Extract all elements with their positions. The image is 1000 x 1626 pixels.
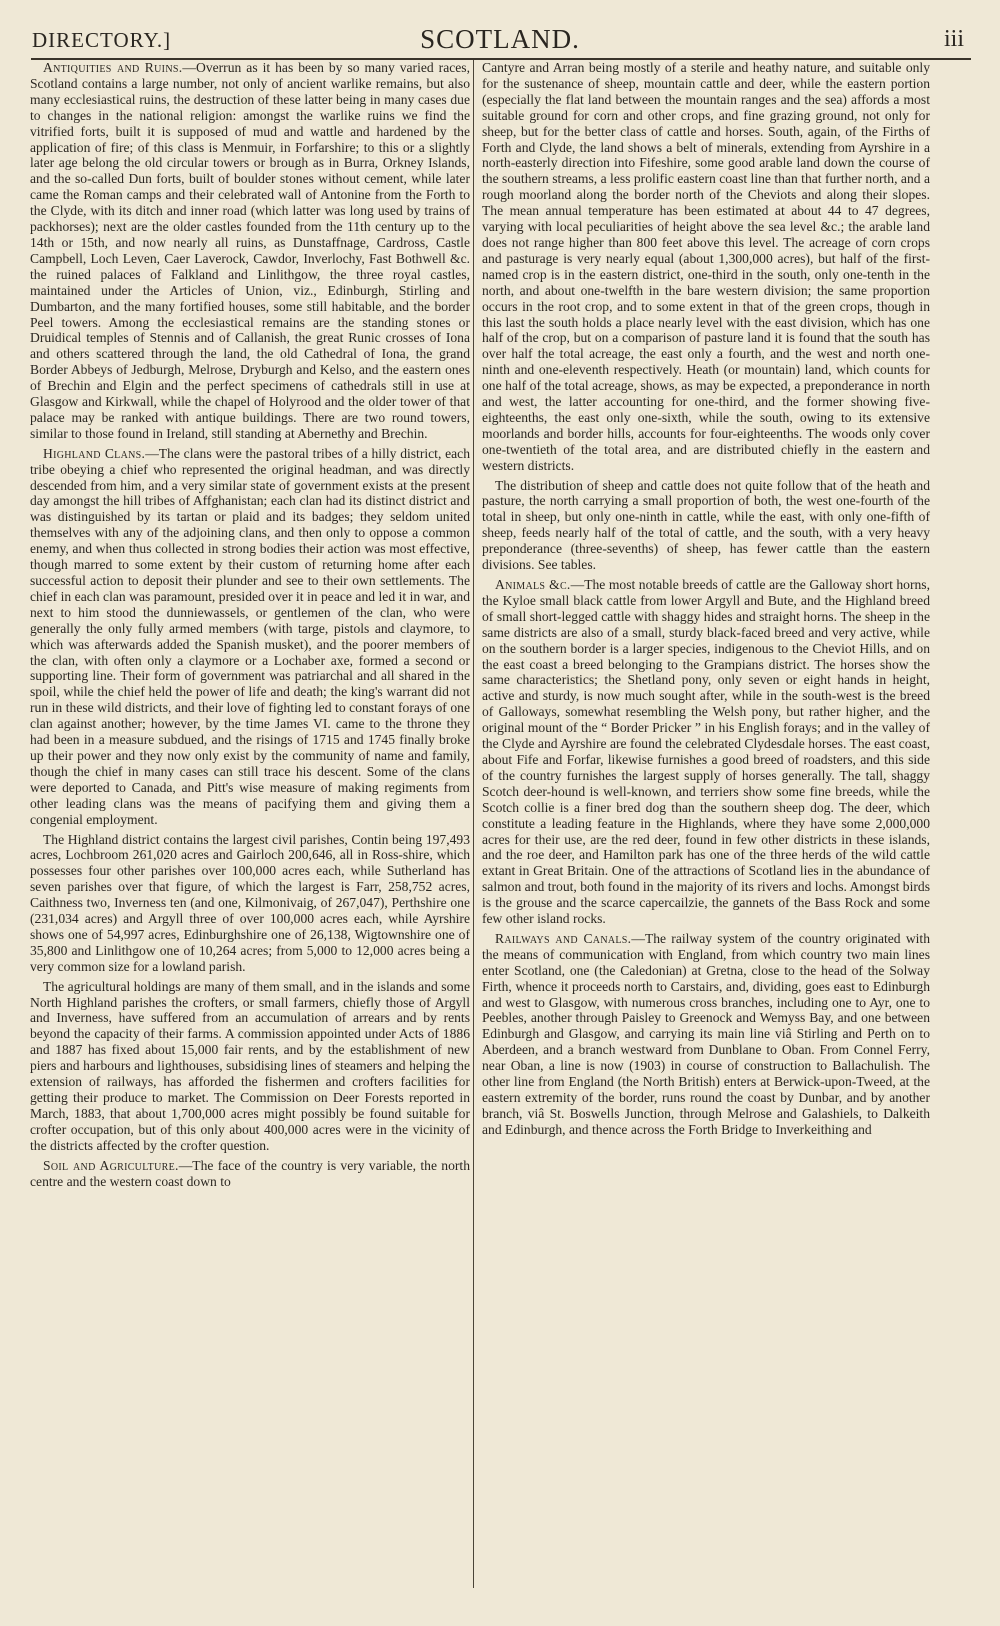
paragraph-animals	[482, 577, 930, 927]
paragraph-railways	[482, 931, 930, 1138]
paragraph-antiquities	[30, 60, 470, 442]
paragraph-soil-agriculture	[30, 1158, 470, 1190]
paragraph-parishes	[30, 832, 470, 975]
page-header	[30, 26, 970, 58]
left-column	[30, 60, 470, 1189]
paragraph-text: —The railway system of the country originated with the means of communication with England, from which country two main lines enter Scotland, one (the Caledonian) at Gretna, close to the head of the Solway Firth, whence it proceeds north to Carstairs, and, dividing, goes east to Edinburgh and west to Glasgow, with numerous cross branches, including one to Ayr, one to Peebles, another through Paisley to Greenock and Wemyss Bay, and one between Edinburgh and Glasgow, and carrying its main line viâ Stirling and Perth on to Aberdeen, and a branch westward from Dunblane to Oban. From Connel Ferry, near Oban, a line is now (1903) in course of construction to Ballachulish. The other line from England (the North British) enters at Berwick-upon-Tweed, at the eastern extremity of the border, runs round the coast by Dunbar, and by another branch, viâ St. Boswells Junction, through Melrose and Galashiels, to Dalkeith and Edinburgh, and thence across the Forth Bridge to Inverkeithing and	[482, 930, 930, 1137]
paragraph-agricultural-holdings	[30, 979, 470, 1154]
right-column	[482, 60, 930, 1138]
page-number: iii	[943, 26, 964, 52]
paragraph-text: —The face of the country is very variable, the north centre and the western coast down to	[30, 1157, 471, 1189]
paragraph-text: —The most notable breeds of cattle are the Galloway short horns, the Kyloe small black cattle from lower Argyll and Bute, and the Highland breed of small short-legged cattle with shaggy hides and straight horns. The sheep in the same districts are also of a small, sturdy black-faced breed and very active, while on the southern border is a larger species, indigenous to the Cheviot Hills, and on the east coast a breed belonging to the Grampians district. The horses show the same characteristics; the Shetland pony, only seven or eight hands in height, active and sturdy, is now much sought after, while in the south-west is the breed of Galloways, somewhat resembling the Welsh pony, but rather higher, and the original mount of the “ Border Pricker ” in his English forays; and in the valley of the Clyde and Ayrshire are found the celebrated Clydesdale horses. The east coast, about Fife and Forfar, likewise furnishes a good breed of roadsters, and this side of the country furnishes the largest supply of horses generally. The tall, shaggy Scotch deer-hound is well-known, and terriers show some fine breeds, while the Scotch collie is a finer bred dog than the southern sheep dog. The deer, which constitute a leading feature in the Highlands, where they have some 2,000,000 acres for their use, are the red deer, found in few other districts in these islands, and the roe deer, and Hamilton park has one of the three herds of the wild cattle extant in Great Britain. One of the attractions of Scotland lies in the abundance of salmon and trout, both found in the majority of its rivers and lochs. Amongst birds is the grouse and the scarce capercailzie, the gannets of the Bass Rock and some few other island rocks.	[482, 577, 930, 927]
paragraph-text: Cantyre and Arran being mostly of a sterile and heathy nature, and suitable only for the sustenance of sheep, mountain cattle and deer, while the eastern portion (especially the flat land between the mountain ranges and the sea) affords a most suitable ground for corn and other crops, and fine grazing ground, not only for sheep, but for the better class of cattle and horses. South, again, of the Firths of Forth and Clyde, the land shows a belt of minerals, extending from Ayrshire in a north-easterly direction into Fifeshire, some good arable land down the course of the southern streams, a less prolific eastern coast line than that further north, and a rough moorland along the border north of the Cheviots and along their slopes. The mean annual temperature has been estimated at about 44 to 47 degrees, varying with local peculiarities of height above the sea level &c.; the arable land does not range higher than 800 feet above this level. The acreage of corn crops and pasturage is very nearly equal (about 1,300,000 acres), but half of the first-named crop is in the eastern district, one-third in the south, only one-tenth in the north, and about one-twelfth in the bare western division; the same proportion occurs in the root crop, and to some extent in that of the green crops, though in this last the south holds a place nearly level with the east division, which has one half of the crop, but on a comparison of pasture land it is found that the south has over half the total acreage, the east only a fourth, and the west and north one-ninth and one-eleventh respectively. Heath (or mountain) land, which counts for one half of the total acreage, shows, as may be expected, a preponderance in north and west, the latter accounting for one-third, and the former showing five-eighteenths, the east only one-sixth, while the south, owing to its extensive moorlands and border hills, accounts for four-eighteenths. The woods only cover one-twentieth of the total area, and are distributed chiefly in the eastern and western districts.	[482, 60, 930, 473]
paragraph-text: —Overrun as it has been by so many varied races, Scotland contains a large number, not only of ancient warlike remains, but also many ecclesiastical ruins, the destruction of these latter being in many cases due to changes in the national religion: amongst the warlike ruins we find the vitrified forts, built it is supposed of mud and wattle and hardened by the application of fire; of this class is Menmuir, in Forfarshire; to this or a slightly later age belong the old circular towers or brough as in Burra, Orkney Islands, and the so-called Dun forts, built of boulder stones without cement, while later came the Roman camps and their celebrated wall of Antonine from the Forth to the Clyde, with its ditch and inner road (which latter was long used by trains of packhorses); next are the older castles founded from the 11th century up to the 14th or 15th, and now nearly all ruins, as Dunstaffnage, Cardross, Castle Campbell, Loch Leven, Caer Laverock, Cawdor, Inverlochy, Fast Bothwell &c. the ruined palaces of Falkland and Linlithgow, the three royal castles, maintained under the Articles of Union, viz., Edinburgh, Stirling and Dumbarton, and the many fortified houses, some still habitable, and the border Peel towers. Among the ecclesiastical remains are the standing stones or Druidical temples of Stennis and of Callanish, the great Runic crosses of Iona and others scattered through the land, the old Cathedral of Iona, the grand Border Abbeys of Jedburgh, Melrose, Dryburgh and Kelso, and the eastern ones of Brechin and Elgin and the perfect specimens of cathedrals still in use at Glasgow and Kirkwall, while the chapel of Holyrood and the older tower of that palace may be ranked with antique buildings. There are two round towers, similar to those found in Ireland, still standing at Abernethy and Brechin.	[30, 60, 470, 441]
paragraph-highland-clans	[30, 446, 470, 828]
paragraph-text: The distribution of sheep and cattle does not quite follow that of the heath and pasture, the north carrying a small proportion of both, the west one-fourth of the total in sheep, but only one-ninth in cattle, while the east, with only one-fifth of sheep, feeds nearly half of the total of cattle, and the south, with a very heavy preponderance (three-sevenths) of sheep, has fewer cattle than the eastern divisions. See tables.	[482, 477, 930, 573]
paragraph-soil-continued	[482, 60, 930, 474]
paragraph-text: —The clans were the pastoral tribes of a hilly district, each tribe obeying a chief who represented the original headman, and was directly descended from him, and a very similar state of government exists at the present day amongst the hill tribes of Affghanistan; each clan had its distinct district and was distinguished by its tartan or plaid and its badges; they seldom united themselves with any of the adjoining clans, and then only to oppose a common enemy, and when thus collected in strong bodies their action was most effective, though marred to some extent by their custom of returning home after each successful action to deposit their plunder and see to their own settlements. The chief in each clan was paramount, presided over it in peace and led it in war, and next to him stood the dunniewassels, or gentlemen of the clan, who were generally the only fully armed members (with targe, pistols and claymore, to which was afterwards added the Spanish musket), and the poorer members of the clan, with often only a claymore or a Lochaber axe, formed a second or supporting line. Their form of government was patriarchal and all shared in the spoil, while the chief held the power of life and death; the king's warrant did not run in these wild districts, and their love of fighting led to constant forays of one clan against another; however, by the time James VI. came to the throne they had been in a measure subdued, and the risings of 1715 and 1745 finally broke up their power and they now only exist by the community of name and family, though the chief in many cases can still trace his descent. Some of the clans were deported to Canada, and Pitt's wise measure of making regiments from other leading clans was the means of pacifying them and giving them a congenial employment.	[30, 445, 470, 827]
section-label: DIRECTORY.]	[32, 28, 172, 52]
paragraph-heading: Railways and Canals.	[495, 930, 632, 946]
paragraph-sheep-cattle	[482, 478, 930, 573]
column-divider	[473, 60, 474, 1588]
paragraph-text: The Highland district contains the largest civil parishes, Contin being 197,493 acres, Lochbroom 261,020 acres and Gairloch 200,646, all in Ross-shire, which possesses four other parishes over 100,000 acres each, while Sutherland has seven parishes over that figure, of which the largest is Farr, 258,752 acres, Caithness two, Inverness ten (and one, Kilmonivaig, of 267,047), Perthshire one (231,034 acres) and Argyll three of over 100,000 acres each, while Ayrshire shows one of 54,997 acres, Edinburghshire one of 26,138, Wigtownshire one of 35,800 and Linlithgow one of 10,264 acres; from 5,000 to 12,000 acres being a very common size for a lowland parish.	[30, 831, 470, 974]
paragraph-heading: Antiquities and Ruins.	[43, 60, 183, 75]
paragraph-heading: Soil and Agriculture.	[43, 1157, 179, 1173]
page-title: SCOTLAND.	[420, 24, 580, 54]
paragraph-heading: Animals &c.	[495, 577, 571, 592]
paragraph-heading: Highland Clans.	[43, 445, 146, 461]
paragraph-text: The agricultural holdings are many of them small, and in the islands and some North Highland parishes the crofters, or small farmers, chiefly those of Argyll and Inverness, have suffered from an accumulation of arrears and by rents beyond the capacity of their farms. A commission appointed under Acts of 1886 and 1887 has fixed about 15,000 fair rents, and by the establishment of new piers and harbours and lighthouses, subsidising lines of steamers and helping the extension of railways, has afforded the fishermen and crofters facilities for getting their produce to market. The Commission on Deer Forests reported in March, 1883, that about 1,700,000 acres might possibly be found suitable for crofter occupation, but of this only about 400,000 acres were in the vicinity of the districts affected by the crofter question.	[30, 978, 470, 1153]
